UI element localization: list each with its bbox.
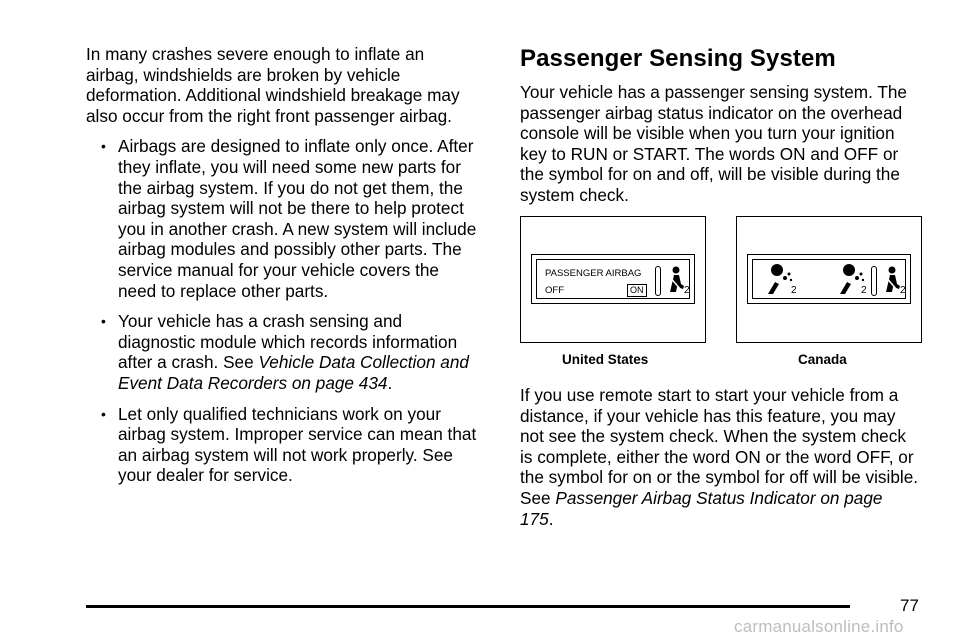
cross-reference-link[interactable]: Vehicle Data Collection and Event Data Recorders on page 434 (118, 352, 469, 393)
us-indicator-display (531, 254, 695, 304)
indicator-slot (871, 266, 877, 296)
indicator-slot (655, 266, 661, 296)
page-number: 77 (900, 596, 919, 615)
subscript-label: 2 (861, 285, 867, 296)
us-indicator-panel (520, 216, 706, 343)
bullet-text: Your vehicle has a crash sensing and diagnostic module which records information after a crash. See (118, 311, 458, 373)
section-paragraph: Your vehicle has a passenger sensing system. The passenger airbag status indicator on the overhead console will be visible when you turn your ignition key to RUN or START. The words ON and OFF or the symbol for on and off, will be visible during the system check. (520, 82, 907, 205)
bullet-icon: • (101, 313, 106, 330)
footer-rule (86, 605, 850, 608)
on-label: ON (627, 284, 647, 297)
intro-paragraph: In many crashes severe enough to inflate an airbag, windshields are broken by vehicle deformation. Additional windshield breakage may also occur from the right front passenger airbag. (86, 44, 460, 126)
cross-reference-link[interactable]: Passenger Airbag Status Indicator on page 175 (520, 487, 883, 529)
list-item (86, 136, 478, 301)
subscript-label: 2 (900, 285, 906, 296)
section-heading: Passenger Sensing System (520, 45, 836, 72)
watermark: carmanualsonline.info (734, 617, 904, 636)
indicator-figures (520, 216, 924, 366)
canada-indicator-panel (736, 216, 922, 343)
left-column (86, 44, 478, 496)
bullet-icon: • (101, 138, 106, 155)
us-caption: United States (562, 352, 649, 367)
bullet-text-end: . (387, 372, 393, 393)
section-paragraph: If you use remote start to start your vehicle from a distance, if your vehicle has this feature, you may not see the system check. When the system check is complete, either the word ON or the word OFF, or the symbol for on or the symbol for off will be visible. See Passenger Airbag Status Indicator on page 175. (520, 385, 919, 529)
subscript-label: 2 (791, 285, 797, 296)
canada-indicator-display (747, 254, 911, 304)
list-item (86, 404, 478, 486)
bullet-text: Let only qualified technicians work on your airbag system. Improper service can mean that an airbag system will not work properly. See your dealer for service. (118, 403, 477, 486)
passenger-airbag-icon (881, 266, 901, 294)
right-column-lower (520, 385, 920, 529)
bullet-list (86, 136, 478, 486)
list-item (86, 311, 478, 393)
right-column (520, 44, 920, 206)
passenger-airbag-label: PASSENGER AIRBAG (545, 268, 642, 279)
subscript-label: 2 (684, 285, 690, 296)
bullet-icon: • (101, 405, 106, 422)
canada-caption: Canada (798, 352, 847, 367)
off-label: OFF (545, 285, 564, 296)
bullet-text: Airbags are designed to inflate only once. After they inflate, you will need some new parts for the airbag system. If you do not get them, the airbag system will not be there to help protect you in another crash. A new system will include airbag modules and possibly other parts. The service manual for your vehicle covers the need to replace other parts. (118, 136, 477, 301)
passenger-airbag-icon (665, 266, 685, 294)
